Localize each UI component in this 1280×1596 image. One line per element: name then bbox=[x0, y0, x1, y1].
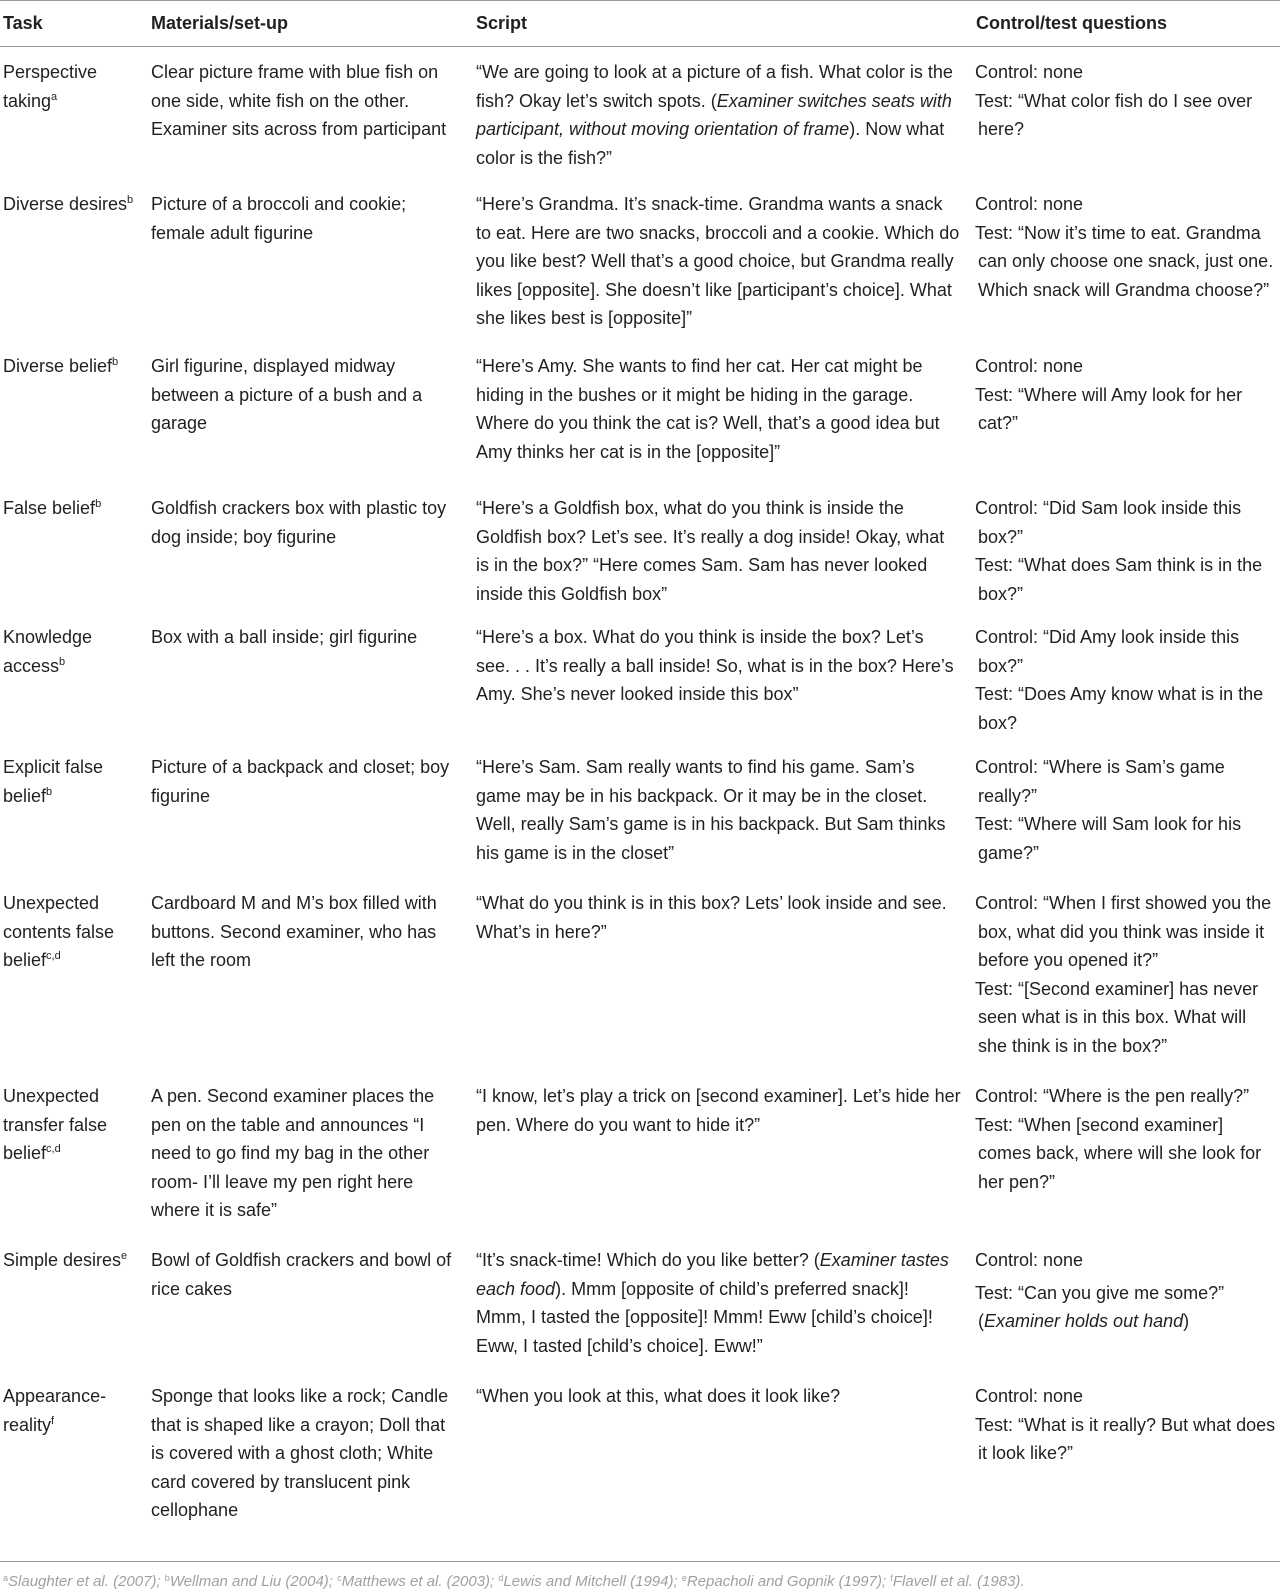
cell-script: “I know, let’s play a trick on [second examiner]. Let’s hide her pen. Where do you want to hide it?” bbox=[476, 1086, 961, 1135]
control-question: Control: “Where is Sam’s game really?” bbox=[975, 757, 1225, 806]
footnote-marker: b bbox=[59, 655, 66, 668]
cell-materials: Goldfish crackers box with plastic toy dog inside; boy figurine bbox=[151, 498, 447, 547]
cell-task: Knowledge access$^b$ bbox=[3, 627, 93, 676]
cell-script: “We are going to look at a picture of a fish. What color is the fish? Okay let’s switch spots. (Examiner switches seats with participant, without moving orientation of frame). Now what color is the fish?” bbox=[476, 62, 953, 168]
header-task: Task bbox=[3, 13, 43, 33]
control-question: Control: none bbox=[975, 1250, 1084, 1270]
cell-script: “Here’s a Goldfish box, what do you think is inside the Goldfish box? Let’s see. It’s really a dog inside! Okay, what is in the box?” “Here comes Sam. Sam has never looked inside this Goldfish box” bbox=[476, 498, 945, 604]
cell-script: “Here’s Amy. She wants to find her cat. Her cat might be hiding in the bushes or it might be hiding in the garage. Where do you think the cat is? Well, that’s a good idea but Amy thinks her cat is in the [opposite]” bbox=[476, 356, 940, 462]
control-question: Control: none bbox=[975, 194, 1084, 214]
cell-materials: Clear picture frame with blue fish on one side, white fish on the other. Examiner sits across from participant bbox=[151, 62, 447, 139]
cell-questions bbox=[975, 494, 1280, 608]
cell-materials: Cardboard M and M’s box filled with buttons. Second examiner, who has left the room bbox=[151, 893, 437, 970]
cell-materials: A pen. Second examiner places the pen on the table and announces “I need to go find my bag in the other room- I’ll leave my pen right here where it is safe” bbox=[151, 1086, 435, 1220]
footnote-marker: b bbox=[46, 785, 53, 798]
control-question: Control: “Where is the pen really?” bbox=[975, 1086, 1250, 1106]
footnote-item: $^a$Slaughter et al. (2007) bbox=[3, 1573, 157, 1590]
footnote-item: $^e$Repacholi and Gopnik (1997) bbox=[681, 1573, 882, 1590]
cell-questions bbox=[975, 190, 1280, 304]
cell-task: Appearance-reality$^f$ bbox=[3, 1386, 107, 1435]
control-question: Control: “When I first showed you the box, what did you think was inside it before you opened it?” bbox=[975, 893, 1272, 970]
header-materials: Materials/set-up bbox=[151, 13, 289, 33]
header-script: Script bbox=[476, 13, 528, 33]
cell-script: “What do you think is in this box? Lets’ look inside and see. What’s in here?” bbox=[476, 893, 947, 942]
footnote-item: $^c$Matthews et al. (2003) bbox=[337, 1573, 491, 1590]
test-question: Test: “Where will Amy look for her cat?” bbox=[975, 384, 1243, 433]
cell-questions bbox=[975, 1246, 1280, 1336]
table-bottom-rule bbox=[0, 1561, 1280, 1562]
test-question: Test: “Where will Sam look for his game?” bbox=[975, 814, 1242, 863]
footnote-item: $^f$Flavell et al. (1983) bbox=[890, 1573, 1021, 1590]
cell-task: Perspective taking$^a$ bbox=[3, 62, 98, 111]
cell-script: “It’s snack-time! Which do you like better? (Examiner tastes each food). Mmm [opposite of child’s preferred snack]! Mmm, I tasted the [opposite]! Mmm! Eww [child’s choice]! Eww, I tasted [child’s choice]. Eww!” bbox=[476, 1250, 949, 1356]
footnote-marker: b bbox=[112, 356, 119, 368]
test-question: Test: “What is it really? But what does it look like?” bbox=[975, 1414, 1276, 1463]
footnote-item: $^b$Wellman and Liu (2004) bbox=[164, 1573, 329, 1590]
cell-questions bbox=[975, 889, 1280, 1060]
footnote-marker: b bbox=[127, 194, 134, 206]
test-question: Test: “What color fish do I see over here? bbox=[975, 90, 1253, 139]
cell-questions bbox=[975, 623, 1280, 737]
header-rule bbox=[0, 46, 1280, 47]
cell-questions bbox=[975, 58, 1280, 144]
control-question: Control: none bbox=[975, 62, 1084, 82]
test-question: Test: “What does Sam think is in the box?” bbox=[975, 555, 1263, 604]
cell-questions bbox=[975, 1382, 1280, 1468]
footnote-marker: b bbox=[95, 498, 102, 510]
control-question: Control: none bbox=[975, 356, 1084, 376]
cell-script: “Here’s Grandma. It’s snack-time. Grandma wants a snack to eat. Here are two snacks, broccoli and a cookie. Which do you like best? Well that’s a good choice, but Grandma really likes [opposite]. She doesn’t like [participant’s choice]. What she likes best is [opposite]” bbox=[476, 194, 960, 328]
cell-questions bbox=[975, 753, 1280, 867]
footnote-marker: c,d bbox=[46, 1143, 61, 1155]
cell-task: Diverse belief$^b$ bbox=[3, 356, 119, 376]
cell-task: False belief$^b$ bbox=[3, 498, 102, 518]
header-questions: Control/test questions bbox=[976, 13, 1168, 33]
footnote-marker: e bbox=[121, 1250, 128, 1262]
cell-materials: Bowl of Goldfish crackers and bowl of rice cakes bbox=[151, 1250, 452, 1299]
test-question: Test: “Does Amy know what is in the box? bbox=[975, 684, 1264, 733]
cell-questions bbox=[975, 1082, 1280, 1196]
cell-materials: Picture of a backpack and closet; boy figurine bbox=[151, 757, 450, 806]
cell-materials: Picture of a broccoli and cookie; female adult figurine bbox=[151, 194, 407, 243]
cell-script: “When you look at this, what does it look like? bbox=[476, 1386, 841, 1406]
control-question: Control: none bbox=[975, 1386, 1084, 1406]
cell-task: Unexpected contents false belief$^{c,d}$ bbox=[3, 893, 115, 970]
footnote-marker: a bbox=[51, 90, 58, 103]
control-question: Control: “Did Sam look inside this box?” bbox=[975, 498, 1242, 547]
cell-script: “Here’s Sam. Sam really wants to find his game. Sam’s game may be in his backpack. Or it may be in the closet. Well, really Sam’s game is in his backpack. But Sam thinks his game is in the closet” bbox=[476, 757, 946, 863]
table-top-rule bbox=[0, 0, 1280, 1]
cell-task: Unexpected transfer false belief$^{c,d}$ bbox=[3, 1086, 108, 1163]
footnote-marker: c,d bbox=[46, 950, 61, 962]
cell-materials: Girl figurine, displayed midway between a picture of a bush and a garage bbox=[151, 356, 423, 433]
test-question: Test: “Can you give me some?” (Examiner holds out hand) bbox=[975, 1282, 1225, 1331]
footnote-item: $^d$Lewis and Mitchell (1994) bbox=[498, 1573, 674, 1590]
cell-questions bbox=[975, 352, 1280, 438]
test-question: Test: “Now it’s time to eat. Grandma can only choose one snack, just one. Which snack will Grandma choose?” bbox=[975, 222, 1274, 300]
test-question: Test: “[Second examiner] has never seen what is in this box. What will she think is in the box?” bbox=[975, 978, 1259, 1056]
footnote-marker: f bbox=[51, 1414, 55, 1427]
table-footnotes: $^a$Slaughter et al. (2007); $^b$Wellman and Liu (2004); $^c$Matthews et al. (2003); $^d$Lewis and Mitchell (1994); $^e$Repacholi and Gopnik (1997); $^f$Flavell et al. (1983). bbox=[3, 1573, 1025, 1590]
cell-task: Simple desires$^e$ bbox=[3, 1250, 128, 1270]
cell-materials: Box with a ball inside; girl figurine bbox=[151, 627, 418, 647]
cell-task: Diverse desires$^b$ bbox=[3, 194, 134, 214]
test-question: Test: “When [second examiner] comes back, where will she look for her pen?” bbox=[975, 1114, 1262, 1192]
cell-task: Explicit false belief$^b$ bbox=[3, 757, 104, 806]
cell-script: “Here’s a box. What do you think is inside the box? Let’s see. . . It’s really a ball inside! So, what is in the box? Here’s Amy. She’s never looked inside this box” bbox=[476, 627, 954, 704]
control-question: Control: “Did Amy look inside this box?” bbox=[975, 627, 1240, 676]
cell-materials: Sponge that looks like a rock; Candle that is shaped like a crayon; Doll that is covered with a ghost cloth; White card covered by translucent pink cellophane bbox=[151, 1386, 449, 1520]
